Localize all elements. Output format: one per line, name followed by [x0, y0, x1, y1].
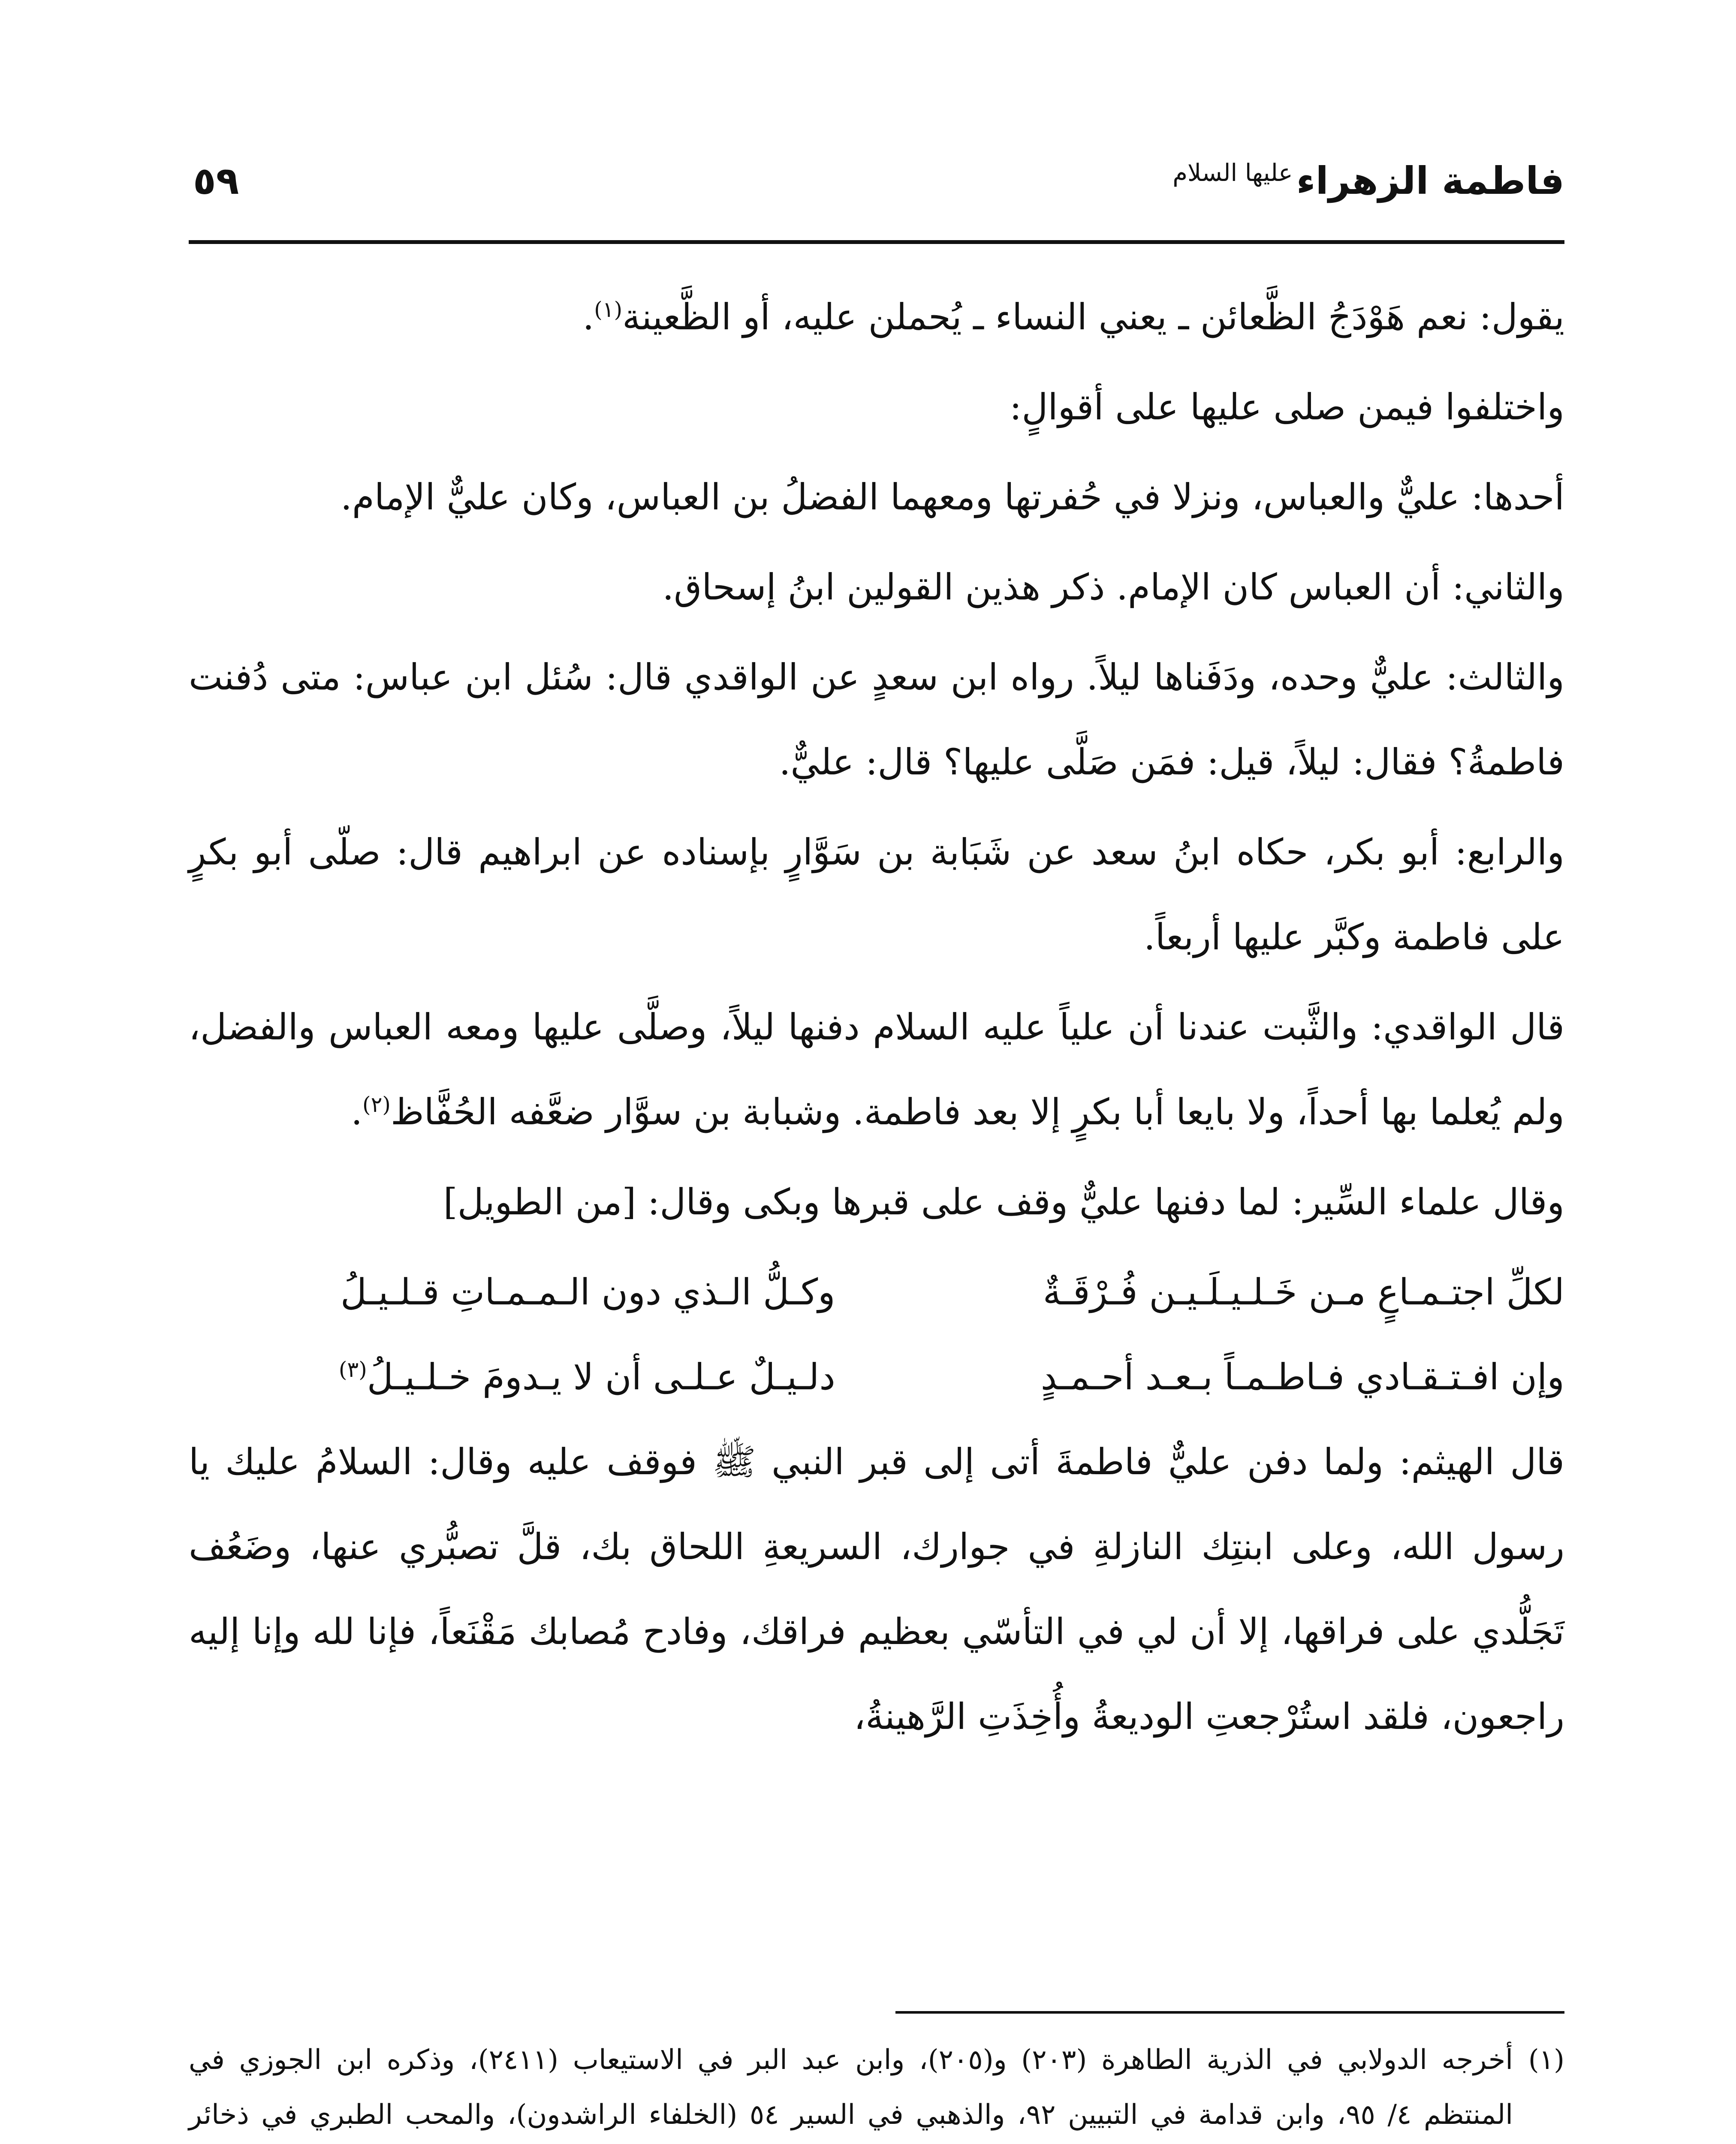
main-text: [189, 274, 1564, 1764]
header-divider: [189, 240, 1564, 244]
paragraph-tail: .: [351, 1091, 363, 1133]
page-number: ٥٩: [193, 159, 239, 203]
poem-first-hemistich: لكلِّ اجتـمـاعٍ مـن خَـلـيـلَـيـن فُـرْقَـةٌ: [1043, 1271, 1564, 1313]
footnotes: [189, 2033, 1564, 2144]
footnote-ref: (١): [594, 297, 623, 322]
footnote-ref: (٣): [338, 1357, 367, 1382]
running-title: [1172, 159, 1564, 203]
footnote-divider: [895, 2011, 1564, 2014]
poem: [189, 1250, 1564, 1419]
paragraph: قال الهيثم: ولما دفن عليٌّ فاطمةَ أتى إلى قبر النبي ﷺ فوقف عليه وقال: السلامُ عليك يا رسول الله، وعلى ابنتِك النازلةِ في جوارك، السريعةِ اللحاق بك، قلَّ تصبُّري عنها، وضَعُف تَجَلُّدي على فراقها، إلا أن لي في التأسّي بعظيم فراقك، وفادح مُصابك مَقْنَعاً، فإنا لله وإنا إليه راجعون، فلقد استُرْجعتِ الوديعةُ وأُخِذَتِ الرَّهينةُ،: [189, 1441, 1564, 1737]
paragraph: [189, 274, 1564, 359]
paragraph: [189, 985, 1564, 1154]
paragraph-text: قال الواقدي: والثَّبت عندنا أن علياً عليه السلام دفنها ليلاً، وصلَّى عليها ومعه العباس والفضل، ولم يُعلما بها أحداً، ولا بايعا أبا بكرٍ إلا بعد فاطمة. وشبابة بن سوَّار ضعَّفه الحُفَّاظ: [189, 1006, 1564, 1133]
footnote: [189, 2033, 1564, 2144]
footnote-text: أخرجه الدولابي في الذرية الطاهرة (٢٠٣) و(٢٠٥)، وابن عبد البر في الاستيعاب (٢٤١١)، وذكره ابن الجوزي في المنتظم ٤/ ٩٥، وابن قدامة في التبيين ٩٢، والذهبي في السير ٥٤ (الخلفاء الراشدون)، والمحب الطبري في ذخائر: [189, 2044, 1513, 2131]
footnote-ref: (٢): [362, 1092, 391, 1117]
hemistich-text: وكـلُّ الـذي دون الـمـمـاتِ قـلـيـلُ: [340, 1271, 835, 1313]
paragraph: والثالث: عليٌّ وحده، ودَفَناها ليلاً. رواه ابن سعدٍ عن الواقدي قال: سُئل ابن عباس: متى دُفنت فاطمةُ؟ فقال: ليلاً، قيل: فمَن صَلَّى عليها؟ قال: عليٌّ.: [189, 656, 1564, 783]
hemistich-text: دلـيـلٌ عـلـى أن لا يـدومَ خـلـيـلُ: [367, 1356, 835, 1398]
paragraph: أحدها: عليٌّ والعباس، ونزلا في حُفرتها ومعهما الفضلُ بن العباس، وكان عليٌّ الإمام.: [341, 476, 1564, 518]
paragraph-tail: .: [582, 296, 594, 338]
running-header: [189, 154, 1564, 219]
footnote-number: (١): [1528, 2044, 1565, 2076]
honorific-glyph: عليها السلام: [1172, 159, 1293, 187]
poem-first-hemistich: وإن افـتـقـادي فـاطـمـاً بـعـد أحـمـدٍ: [1040, 1356, 1564, 1398]
poem-second-hemistich: [189, 1334, 835, 1419]
poem-verse: [189, 1250, 1564, 1334]
paragraph: وقال علماء السِّير: لما دفنها عليٌّ وقف على قبرها وبكى وقال: [من الطويل]: [443, 1181, 1564, 1223]
paragraph: والرابع: أبو بكر، حكاه ابنُ سعد عن شَبَابة بن سَوَّارٍ بإسناده عن ابراهيم قال: صلّى أبو بكرٍ على فاطمة وكبَّر عليها أربعاً.: [189, 831, 1564, 958]
paragraph-text: يقول: نعم هَوْدَجُ الظَّعائن ـ يعني النساء ـ يُحملن عليه، أو الظَّعينة: [622, 296, 1564, 338]
paragraph: واختلفوا فيمن صلى عليها على أقوالٍ:: [1010, 386, 1564, 428]
poem-second-hemistich: [189, 1250, 835, 1334]
running-title-text: فاطمة الزهراء: [1296, 159, 1564, 203]
paragraph: والثاني: أن العباس كان الإمام. ذكر هذين القولين ابنُ إسحاق.: [662, 566, 1564, 608]
poem-verse: [189, 1334, 1564, 1419]
